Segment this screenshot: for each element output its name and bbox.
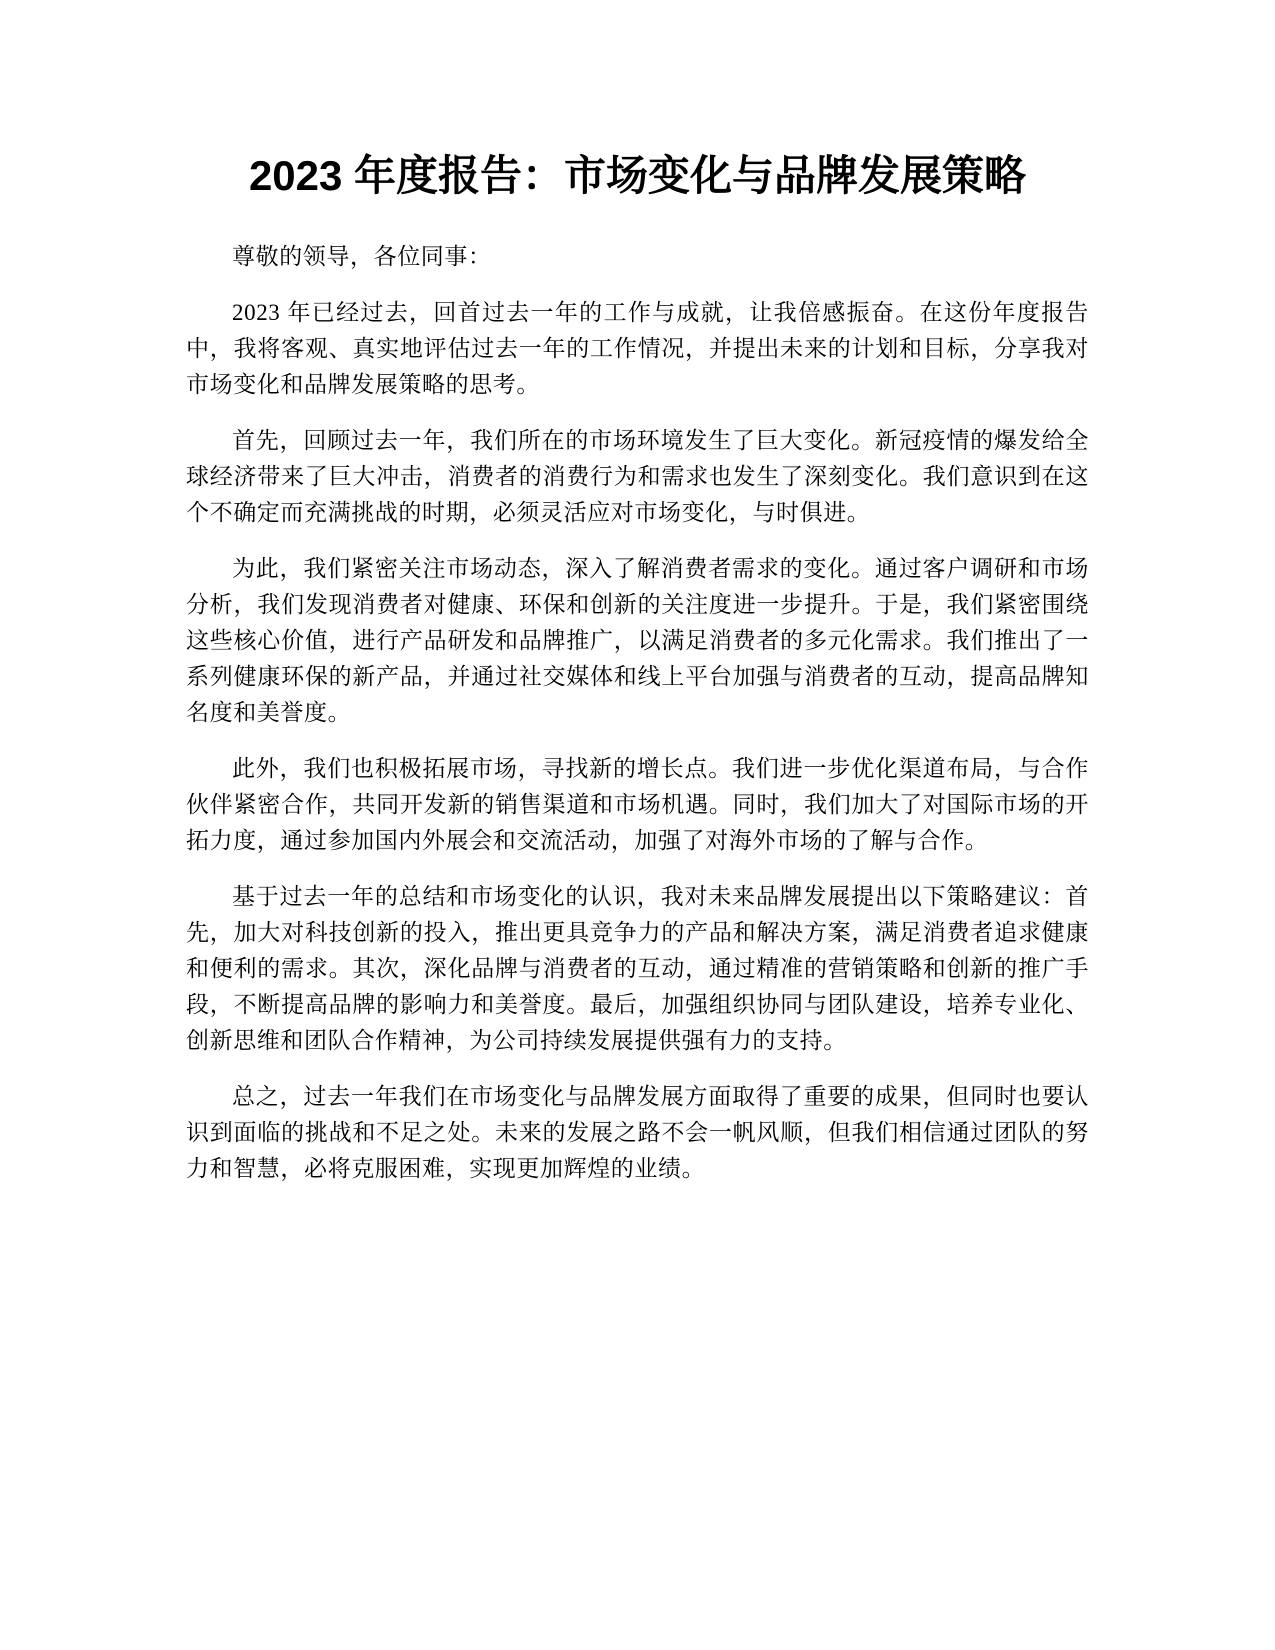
greeting-paragraph: 尊敬的领导，各位同事： (232, 244, 492, 269)
body-paragraph-1: 2023 年已经过去，回首过去一年的工作与成就，让我倍感振奋。在这份年度报告中，我将客观、真实地评估过去一年的工作情况，并提出未来的计划和目标，分享我对市场变化和品牌发展策略的思考。 (186, 300, 1089, 397)
body-paragraph-5: 基于过去一年的总结和市场变化的认识，我对未来品牌发展提出以下策略建议：首先，加大对科技创新的投入，推出更具竞争力的产品和解决方案，满足消费者追求健康和便利的需求。其次，深化品牌与消费者的互动，通过精准的营销策略和创新的推广手段，不断提高品牌的影响力和美誉度。最后，加强组织协同与团队建设，培养专业化、创新思维和团队合作精神，为公司持续发展提供强有力的支持。 (186, 884, 1089, 1053)
body-paragraph-4: 此外，我们也积极拓展市场，寻找新的增长点。我们进一步优化渠道布局，与合作伙伴紧密合作，共同开发新的销售渠道和市场机遇。同时，我们加大了对国际市场的开拓力度，通过参加国内外展会和交流活动，加强了对海外市场的了解与合作。 (186, 756, 1089, 853)
body-paragraph-6: 总之，过去一年我们在市场变化与品牌发展方面取得了重要的成果，但同时也要认识到面临的挑战和不足之处。未来的发展之路不会一帆风顺，但我们相信通过团队的努力和智慧，必将克服困难，实现更加辉煌的业绩。 (186, 1084, 1089, 1181)
body-paragraph-3: 为此，我们紧密关注市场动态，深入了解消费者需求的变化。通过客户调研和市场分析，我们发现消费者对健康、环保和创新的关注度进一步提升。于是，我们紧密围绕这些核心价值，进行产品研发和品牌推广，以满足消费者的多元化需求。我们推出了一系列健康环保的新产品，并通过社交媒体和线上平台加强与消费者的互动，提高品牌知名度和美誉度。 (186, 556, 1089, 725)
document-title: 2023 年度报告：市场变化与品牌发展策略 (248, 152, 1027, 199)
body-paragraph-2: 首先，回顾过去一年，我们所在的市场环境发生了巨大变化。新冠疫情的爆发给全球经济带来了巨大冲击，消费者的消费行为和需求也发生了深刻变化。我们意识到在这个不确定而充满挑战的时期，必须灵活应对市场变化，与时俱进。 (186, 428, 1089, 525)
document-body (186, 239, 1089, 1207)
